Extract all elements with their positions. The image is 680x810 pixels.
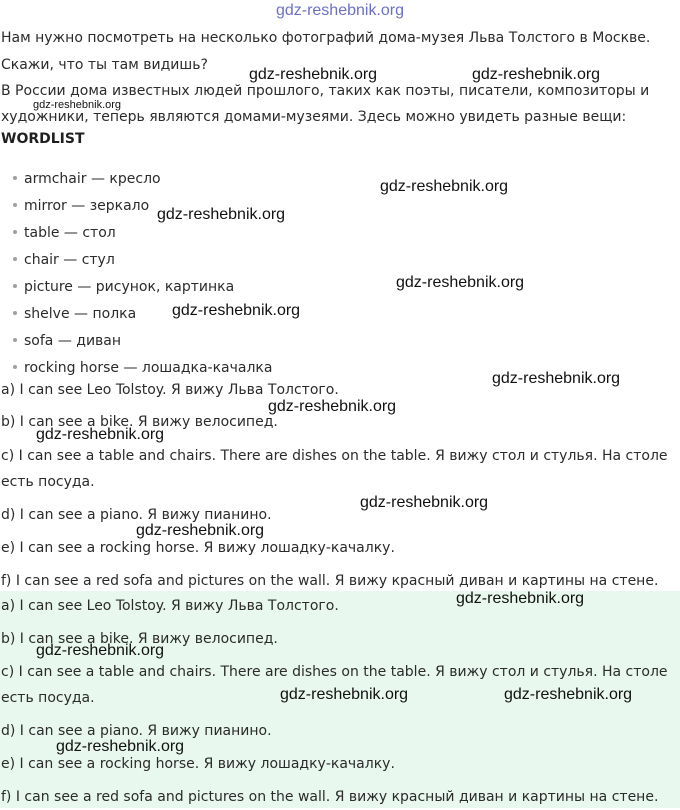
answer-c: c) I can see a table and chairs. There are dishes on the table. Я вижу стол и стулья. На столе bbox=[1, 448, 668, 464]
watermark: gdz-reshebnik.org bbox=[36, 426, 165, 443]
watermark: gdz-reshebnik.org bbox=[172, 302, 301, 319]
watermark: gdz-reshebnik.org bbox=[504, 686, 633, 703]
watermark: gdz-reshebnik.org bbox=[280, 686, 409, 703]
watermark: gdz-reshebnik.org bbox=[33, 99, 122, 111]
watermark: gdz-reshebnik.org bbox=[360, 494, 489, 511]
watermark: gdz-reshebnik.org bbox=[268, 398, 397, 415]
wordlist bbox=[13, 166, 272, 382]
answer-d: d) I can see a piano. Я вижу пианино. bbox=[1, 723, 272, 739]
answer-c-cont: есть посуда. bbox=[1, 474, 95, 490]
answer-c-cont: есть посуда. bbox=[1, 690, 95, 706]
wordlist-item: shelve — полка bbox=[13, 301, 272, 328]
watermark: gdz-reshebnik.org bbox=[472, 66, 601, 83]
wordlist-item: table — стол bbox=[13, 220, 272, 247]
wordlist-item: chair — стул bbox=[13, 247, 272, 274]
intro-line-2: Скажи, что ты там видишь? bbox=[1, 57, 208, 73]
wordlist-item: armchair — кресло bbox=[13, 166, 272, 193]
watermark: gdz-reshebnik.org bbox=[36, 642, 165, 659]
answer-e: e) I can see a rocking horse. Я вижу лошадку-качалку. bbox=[1, 540, 395, 556]
intro-line-4: художники, теперь являются домами-музеями. Здесь можно увидеть разные вещи: bbox=[1, 109, 627, 125]
watermark: gdz-reshebnik.org bbox=[396, 274, 525, 291]
intro-line-1: Нам нужно посмотреть на несколько фотографий дома-музея Льва Толстого в Москве. bbox=[1, 30, 651, 46]
answer-b: b) I can see a bike. Я вижу велосипед. bbox=[1, 631, 278, 647]
answer-b: b) I can see a bike. Я вижу велосипед. bbox=[1, 414, 278, 430]
bullet-icon bbox=[13, 311, 17, 315]
answer-a: a) I can see Leo Tolstoy. Я вижу Льва Толстого. bbox=[1, 598, 339, 614]
site-url-header[interactable]: gdz-reshebnik.org bbox=[275, 2, 405, 19]
answer-d: d) I can see a piano. Я вижу пианино. bbox=[1, 507, 272, 523]
bullet-icon bbox=[13, 365, 17, 369]
bullet-icon bbox=[13, 203, 17, 207]
wordlist-title: WORDLIST bbox=[1, 131, 85, 147]
bullet-icon bbox=[13, 257, 17, 261]
bullet-icon bbox=[13, 176, 17, 180]
wordlist-item: sofa — диван bbox=[13, 328, 272, 355]
answer-c: c) I can see a table and chairs. There are dishes on the table. Я вижу стол и стулья. На столе bbox=[1, 664, 668, 680]
bullet-icon bbox=[13, 338, 17, 342]
watermark: gdz-reshebnik.org bbox=[456, 590, 585, 607]
wordlist-item: mirror — зеркало bbox=[13, 193, 272, 220]
bullet-icon bbox=[13, 284, 17, 288]
watermark: gdz-reshebnik.org bbox=[157, 206, 286, 223]
answer-f: f) I can see a red sofa and pictures on the wall. Я вижу красный диван и картины на стене. bbox=[1, 573, 659, 589]
answer-e: e) I can see a rocking horse. Я вижу лошадку-качалку. bbox=[1, 756, 395, 772]
watermark: gdz-reshebnik.org bbox=[249, 66, 378, 83]
watermark: gdz-reshebnik.org bbox=[380, 178, 509, 195]
watermark: gdz-reshebnik.org bbox=[56, 738, 185, 755]
wordlist-item: picture — рисунок, картинка bbox=[13, 274, 272, 301]
bullet-icon bbox=[13, 230, 17, 234]
answer-a: a) I can see Leo Tolstoy. Я вижу Льва Толстого. bbox=[1, 382, 339, 398]
watermark: gdz-reshebnik.org bbox=[492, 370, 621, 387]
answer-f: f) I can see a red sofa and pictures on the wall. Я вижу красный диван и картины на стене. bbox=[1, 789, 659, 805]
watermark: gdz-reshebnik.org bbox=[136, 522, 265, 539]
wordlist-item: rocking horse — лошадка-качалка bbox=[13, 355, 272, 382]
intro-line-3: В России дома известных людей прошлого, таких как поэты, писатели, композиторы и bbox=[1, 83, 650, 99]
